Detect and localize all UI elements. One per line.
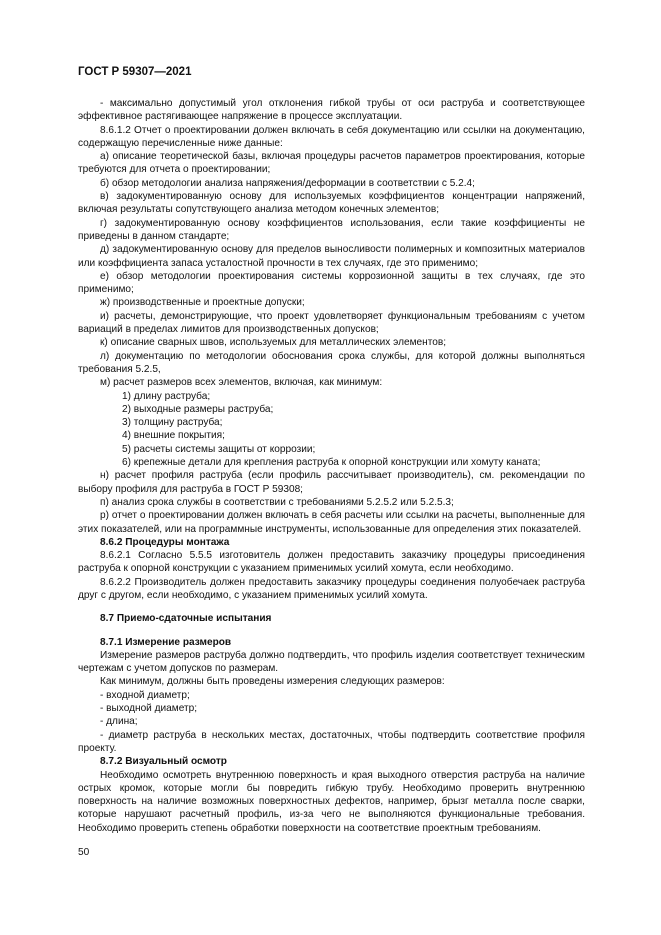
paragraph: 8.6.1.2 Отчет о проектировании должен включать в себя документацию или ссылки на документацию, содержащую перечисленные ниже данные: (78, 124, 585, 149)
list-item: - диаметр раструба в нескольких местах, достаточных, чтобы подтвердить соответствие профиля проекту. (78, 729, 585, 754)
sub-list-item: 5) расчеты системы защиты от коррозии; (122, 443, 316, 455)
list-item: а) описание теоретической базы, включая процедуры расчетов параметров проектирования, которые требуются для отчета о проектировании; (78, 151, 585, 176)
list-item: г) задокументированную основу коэффициентов использования, если такие коэффициенты не приведены в данном стандарте; (78, 217, 585, 242)
list-item: ж) производственные и проектные допуски; (100, 297, 305, 309)
list-item: - выходной диаметр; (100, 703, 198, 715)
list-item: в) задокументированную основу для используемых коэффициентов концентрации напряжений, включая результаты сопутствующего анализа методом конечных элементов; (78, 191, 585, 216)
sub-list-item: 4) внешние покрытия; (122, 430, 225, 442)
page-number: 50 (78, 847, 90, 858)
list-item: п) анализ срока службы в соответствии с требованиями 5.2.5.2 или 5.2.5.3; (100, 496, 454, 508)
sub-list-item: 3) толщину раструба; (122, 417, 223, 429)
document-header: ГОСТ Р 59307—2021 (78, 66, 192, 78)
list-item: - входной диаметр; (100, 689, 190, 701)
paragraph: Измерение размеров раструба должно подтвердить, что профиль изделия соответствует техническим чертежам с учетом допусков по размерам. (78, 649, 585, 675)
spacer (78, 626, 585, 636)
section-heading: 8.7.1 Измерение размеров (100, 636, 232, 648)
paragraph: Необходимо осмотреть внутреннюю поверхность и края выходного отверстия раструба на наличие острых кромок, которые могли бы повредить гибкую трубу. Необходимо проверить внутреннюю поверхность на наличие возможных поверхностных дефектов, например, брызг металла после сварки, которые нарушают расчетный профиль, из-за чего не выполняются функциональные требования. Необходимо проверить степень обработки поверхности на соответствие проектным требованиям. (78, 769, 585, 834)
paragraph: 8.6.2.2 Производитель должен предоставить заказчику процедуры соединения полуобечаек раструба друг с другом, если необходимо, с указанием применимых усилий хомута. (78, 576, 585, 601)
paragraph: - максимально допустимый угол отклонения гибкой трубы от оси раструба и соответствующее эффективное растягивающее напряжение в процессе эксплуатации. (78, 98, 585, 123)
sub-list-item: 1) длину раструба; (122, 390, 211, 402)
section-heading: 8.7.2 Визуальный осмотр (100, 756, 227, 768)
list-item: м) расчет размеров всех элементов, включая, как минимум: (100, 377, 383, 389)
paragraph: Как минимум, должны быть проведены измерения следующих размеров: (100, 676, 445, 688)
list-item: е) обзор методологии проектирования системы коррозионной защиты в тех случаях, где это применимо; (78, 270, 585, 296)
list-item: к) описание сварных швов, используемых для металлических элементов; (100, 337, 447, 349)
section-heading: 8.6.2 Процедуры монтажа (100, 536, 230, 548)
list-item: - длина; (100, 716, 138, 728)
list-item: р) отчет о проектировании должен включать в себя расчеты или ссылки на расчеты, выполненные для этих показателей, или на программные инструменты, использованные для определения этих показателей. (78, 510, 585, 535)
spacer (78, 602, 585, 612)
paragraph: 8.6.2.1 Согласно 5.5.5 изготовитель должен предоставить заказчику процедуры присоединения раструба к опорной конструкции с указанием применимых усилий хомута, если необходимо. (78, 550, 585, 575)
sub-list-item: 6) крепежные детали для крепления раструба к опорной конструкции или хомуту каната; (122, 457, 541, 469)
list-item: л) документацию по методологии обоснования срока службы, для которой должны выполняться требования 5.2.5, (78, 350, 585, 375)
list-item: д) задокументированную основу для пределов выносливости полимерных и композитных материалов или коэффициента запаса усталостной прочности в тех случаях, где это применимо; (78, 244, 585, 269)
list-item: н) расчет профиля раструба (если профиль рассчитывает производитель), см. рекомендации по выбору профиля для раструба в ГОСТ Р 59308; (78, 470, 585, 495)
section-heading: 8.7 Приемо-сдаточные испытания (100, 613, 272, 625)
document-body (78, 97, 585, 835)
list-item: и) расчеты, демонстрирующие, что проект удовлетворяет функциональным требованиям с учетом вариаций в пределах лимитов для производственных допусков; (78, 310, 585, 336)
list-item: б) обзор методологии анализа напряжения/деформации в соответствии с 5.2.4; (100, 177, 475, 189)
sub-list-item: 2) выходные размеры раструба; (122, 403, 274, 415)
